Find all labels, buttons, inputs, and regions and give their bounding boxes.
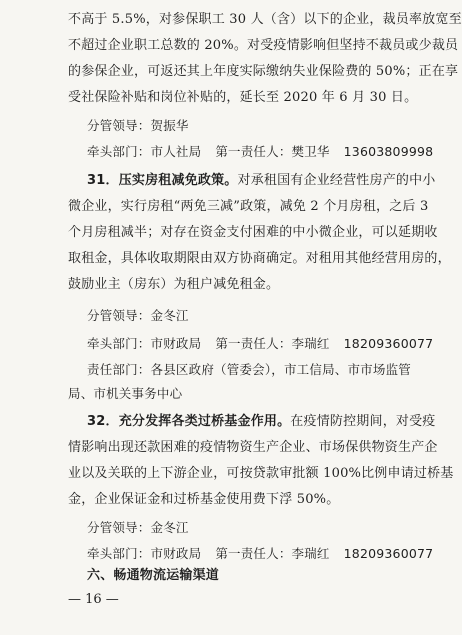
phone: 18209360077 [343,336,434,351]
dept-name: 市人社局 [150,144,202,159]
item-32-title: 32．充分发挥各类过桥基金作用。 [87,414,291,429]
resp-label: 第一责任人： [215,546,292,561]
item-31-first-line [87,171,436,191]
body-line: 受社保险补贴和岗位补贴的，延长至 2020 年 6 月 30 日。 [68,90,418,105]
resp-name: 李瑞红 [291,336,330,351]
unit-label: 责任部门： [87,362,151,377]
resp-unit-line-2: 局、市机关事务中心 [68,386,183,401]
section-heading: 六、畅通物流运输渠道 [87,568,220,583]
leader-label: 分管领导： [87,308,151,323]
body-line: 情影响出现还款困难的疫情物资生产企业、市场保供物资生产企 [68,440,438,455]
lead-dept-line [87,142,434,162]
dept-label: 牵头部门： [87,144,151,159]
resp-name: 樊卫华 [291,144,330,159]
resp-label: 第一责任人： [215,336,292,351]
leader-line [87,518,410,538]
leader-line [87,306,410,326]
leader-line [87,116,410,136]
leader-name: 金冬江 [150,308,189,323]
leader-name: 金冬江 [150,520,189,535]
lead-dept-line [87,334,434,354]
resp-label: 第一责任人： [215,144,292,159]
lead-dept-line [87,544,434,564]
dept-label: 牵头部门： [87,546,151,561]
body-line: 不高于 5.5%，对参保职工 30 人（含）以下的企业，裁员率放宽至 [68,12,462,27]
leader-label: 分管领导： [87,520,151,535]
body-line: 不超过企业职工总数的 20%。对受疫情影响但坚持不裁员或少裁员 [68,38,459,53]
dept-label: 牵头部门： [87,336,151,351]
body-line: 的参保企业，可返还其上年度实际缴纳失业保险费的 50%；正在享 [68,64,459,79]
phone: 18209360077 [343,546,434,561]
body-line: 个月房租减半；对存在资金支付困难的中小微企业，可以延期收 [68,225,438,240]
resp-name: 李瑞红 [291,546,330,561]
item-31-title: 31．压实房租减免政策。 [87,173,238,188]
resp-unit-line [87,360,410,380]
body-line: 金，企业保证金和过桥基金使用费下浮 50%。 [68,492,340,507]
body-line: 微企业，实行房租“两免三减”政策，减免 2 个月房租，之后 3 [68,199,429,214]
leader-name: 贺振华 [150,118,189,133]
leader-label: 分管领导： [87,118,151,133]
body-line: 鼓励业主（房东）为租户减免租金。 [68,277,280,292]
body-line: 业以及关联的上下游企业，可按贷款审批额 100%比例申请过桥基 [68,466,454,481]
body-line: 取租金，具体收取期限由双方协商确定。对租用其他经营用房的， [68,251,451,266]
item-32-first-line [87,412,436,432]
dept-name: 市财政局 [150,546,202,561]
page-number: — 16 — [68,592,119,607]
phone: 13603809998 [343,144,434,159]
item-31-text: 对承租国有企业经营性房产的中小 [237,173,436,188]
dept-name: 市财政局 [150,336,202,351]
unit-text: 各县区政府（管委会），市工信局、市市场监管 [150,362,411,377]
item-32-text: 在疫情防控期间，对受疫 [290,414,436,429]
